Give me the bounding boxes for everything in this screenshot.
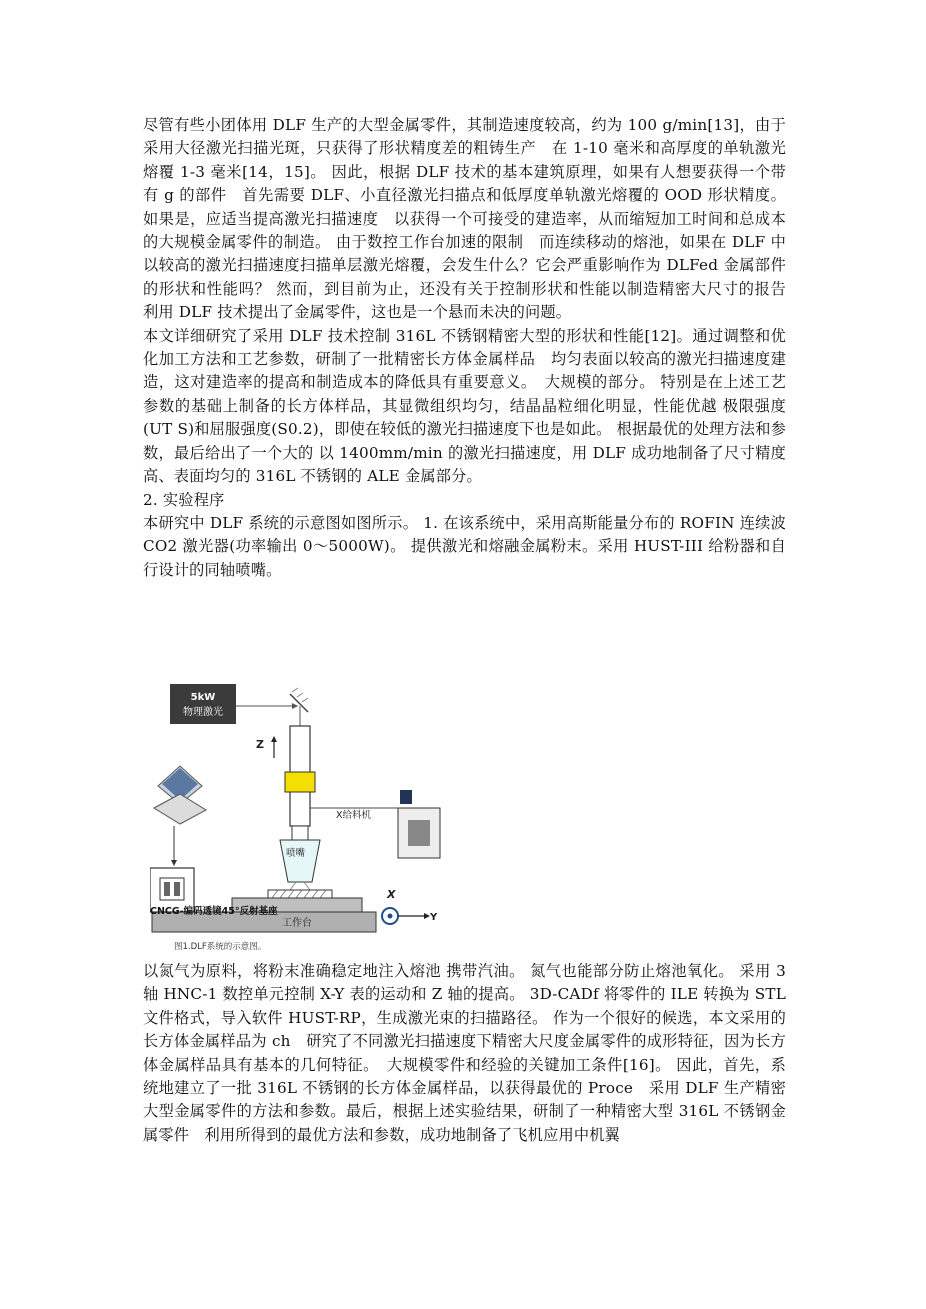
paragraph-intro: 尽管有些小团体用 DLF 生产的大型金属零件，其制造速度较高，约为 100 g/min[13]，由于采用大径激光扫描光斑，只获得了形状精度差的粗铸生产 在 1-10 毫米和高厚度的单轨激光熔覆 1-3 毫米[14，15]。 因此，根据 DLF 技术的基本建筑原理，如果有人想要获得一个带有 g 的部件 首先需要 DLF、小直径激光扫描点和低厚度单轨激光熔覆的 OOD 形状精度。 如果是，应适当提高激光扫描速度 以获得一个可接受的建造率，从而缩短加工时间和总成本的大规模金属零件的制造。 由于数控工作台加速的限制 而连续移动的熔池，如果在 DLF 中以较高的激光扫描速度扫描单层激光熔覆，会发生什么？它会严重影响作为 DLFed 金属部件的形状和性能吗？ 然而，到目前为止，还没有关于控制形状和性能以制造精密大尺寸的报告 利用 DLF 技术提出了金属零件，这也是一个悬而未决的问题。 <box>143 116 802 322</box>
laser-box <box>170 684 236 724</box>
paragraph-study: 本文详细研究了采用 DLF 技术控制 316L 不锈钢精密大型的形状和性能[12]。通过调整和优化加工方法和工艺参数，研制了一批精密长方体金属样品 均匀表面以较高的激光扫描速度建造，这对建造率的提高和制造成本的降低具有重要意义。 大规模的部分。 特别是在上述工艺参数的基础上制备的长方体样品，其显微组织均匀，结晶晶粒细化明显，性能优越 极限强度(UT S)和屈服强度(S0.2)，即使在较低的激光扫描速度下也是如此。 根据最优的处理方法和参数，最后给出了一个大的 以 1400mm/min 的激光扫描速度，用 DLF 成功地制备了尺寸精度高、表面均匀的 316L 不锈钢的 ALE 金属部分。 <box>143 326 786 486</box>
focus-lens-block <box>285 772 315 792</box>
body-text-top <box>143 114 802 582</box>
powder-feeder-window <box>408 820 430 846</box>
table-label: 工作台 <box>282 918 312 929</box>
coaxial-nozzle <box>280 840 320 882</box>
feeder-hopper-icon <box>400 790 412 804</box>
feeder-label: X给料机 <box>336 810 372 821</box>
beam-arrow-icon <box>292 703 298 709</box>
body-text-bottom <box>143 960 786 1147</box>
figure-caption: 图1.DLF系统的示意图。 <box>174 942 267 952</box>
x-axis-label: X <box>387 888 396 901</box>
mirror-icon <box>290 694 308 712</box>
laser-label-name: 物理激光 <box>183 707 223 718</box>
cnc-label: CNCG-编码透镜45°反射基座 <box>150 906 278 917</box>
laser-label-power: 5kW <box>190 692 216 703</box>
paragraph-procedure: 本研究中 DLF 系统的示意图如图所示。 1. 在该系统中，采用高斯能量分布的 ROFIN 连续波 CO2 激光器(功率输出 0～5000W)。 提供激光和熔融金属粉末。采用 HUST-III 给粉器和自行设计的同轴喷嘴。 <box>143 513 786 579</box>
z-axis-label: Z <box>256 738 264 751</box>
y-axis-label: Y <box>430 912 438 923</box>
deposited-part <box>268 890 332 898</box>
paragraph-nitrogen: 以氮气为原料，将粉末准确稳定地注入熔池 携带汽油。 氮气也能部分防止熔池氧化。 采用 3 轴 HNC-1 数控单元控制 X-Y 表的运动和 Z 轴的提高。 3D-CADf 将零件的 ILE 转换为 STL 文件格式，导入软件 HUST-RP，生成激光束的扫描路径。 作为一个很好的候选，本文采用的长方体金属样品为 ch 研究了不同激光扫描速度下精密大尺度金属零件的成形特征，因为长方体金属样品具有基本的几何特征。 大规模零件和经验的关键加工条件[16]。 因此，首先，系统地建立了一批 316L 不锈钢的长方体金属样品，以获得最优的 Proce 采用 DLF 生产精密大型金属零件的方法和参数。最后，根据上述实验结果，研制了一种精密大型 316L 不锈钢金属零件 利用所得到的最优方法和参数，成功地制备了飞机应用中机翼 <box>143 962 786 1144</box>
section-heading: 2. 实验程序 <box>143 490 225 509</box>
nozzle-label: 喷嘴 <box>286 848 306 859</box>
dlf-system-figure <box>150 676 446 954</box>
dlf-system-diagram <box>150 676 446 954</box>
